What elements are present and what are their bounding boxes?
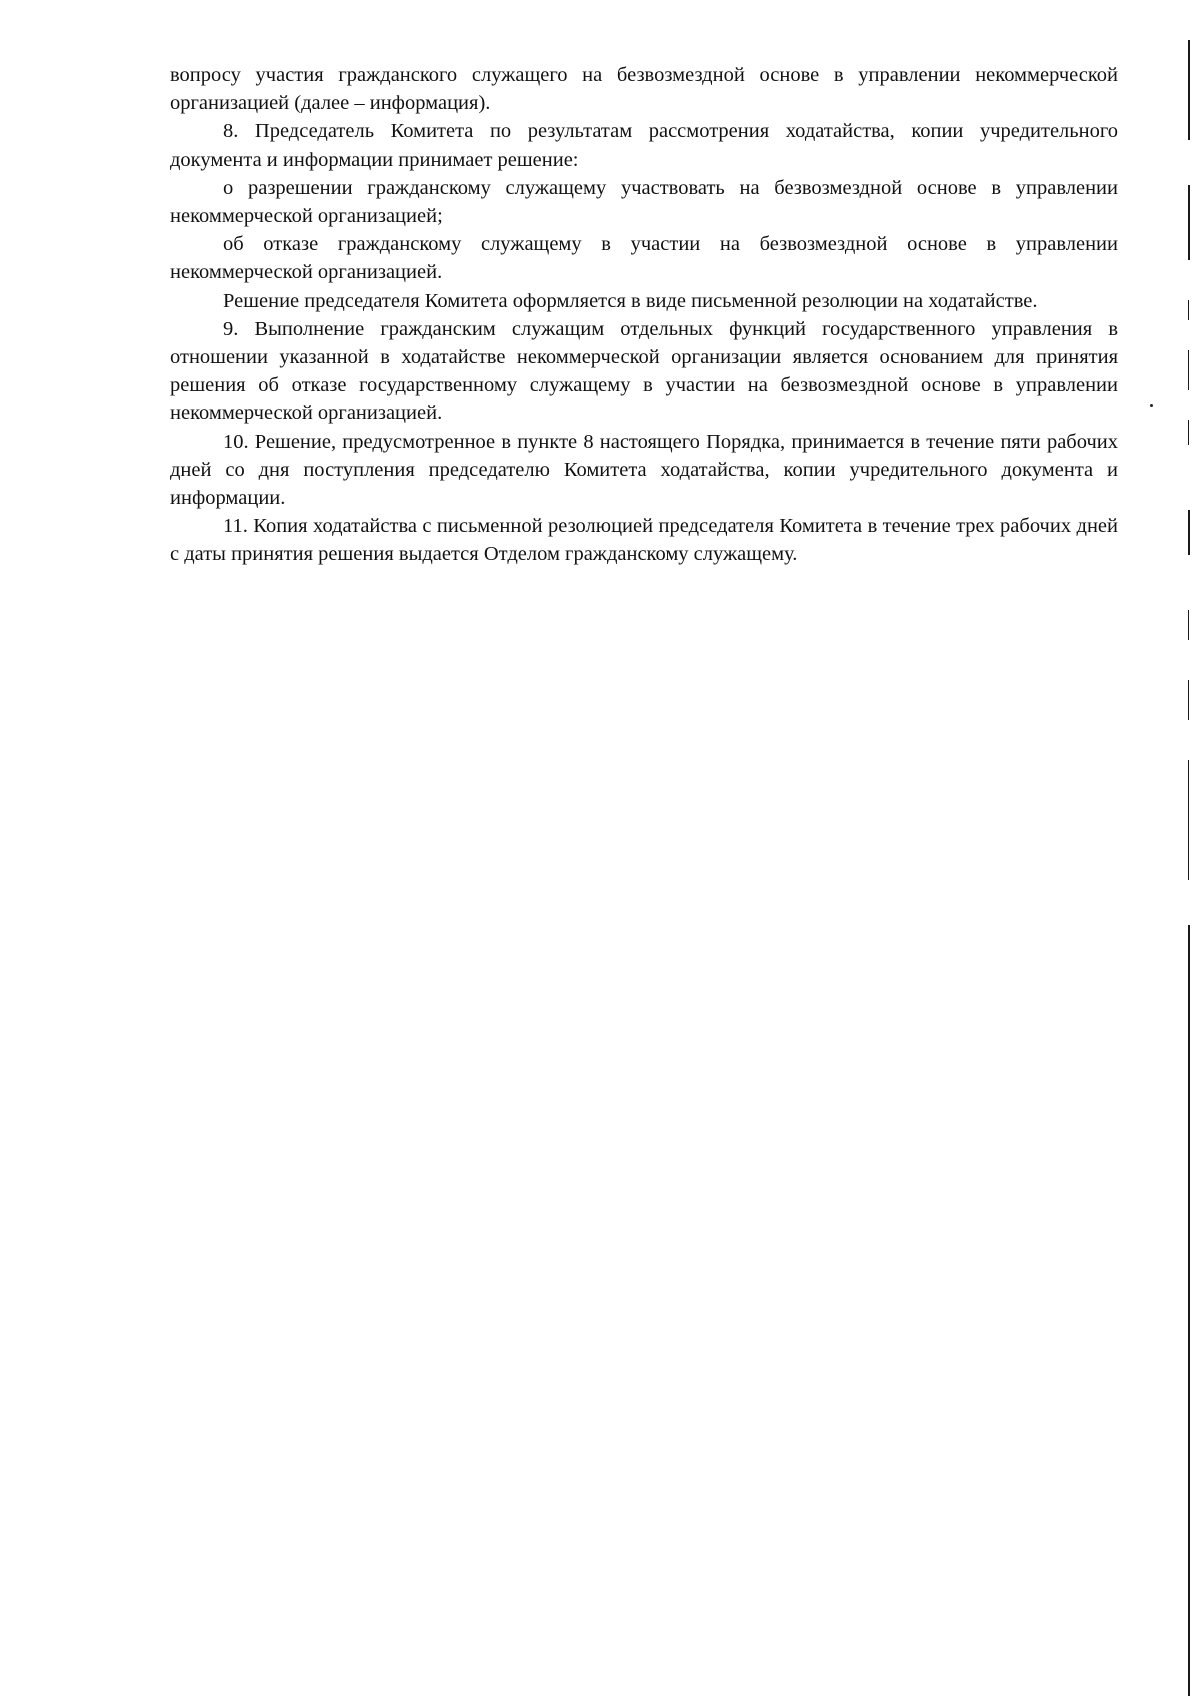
document-body: [170, 61, 1118, 569]
paragraph-permission-option: о разрешении гражданскому служащему участвовать на безвозмездной основе в управлении некоммерческой организацией;: [170, 176, 1118, 228]
paragraph-refusal-option: об отказе гражданскому служащему в участии на безвозмездной основе в управлении некоммерческой организацией.: [170, 233, 1118, 284]
scan-edge-line: [1188, 300, 1189, 320]
scan-edge-marks: [1188, 0, 1192, 1696]
scan-edge-line: [1188, 925, 1190, 1696]
paragraph-item-9: 9. Выполнение гражданским служащим отдельных функций государственного управления в отношении указанной в ходатайстве некоммерческой организации является основанием для принятия решения об отказе государственному служащему в участии на безвозмездной основе в управлении некоммерческой организацией.: [170, 317, 1118, 425]
scan-edge-line: [1188, 350, 1189, 390]
scan-edge-line: [1188, 420, 1189, 445]
scan-edge-line: [1188, 760, 1189, 880]
scan-speck: [1150, 404, 1153, 407]
paragraph-item-11: 11. Копия ходатайства с письменной резолюцией председателя Комитета в течение трех рабочих дней с даты принятия решения выдается Отделом гражданскому служащему.: [170, 515, 1118, 566]
paragraph-continuation: вопросу участия гражданского служащего на безвозмездной основе в управлении некоммерческой организацией (далее – информация).: [170, 64, 1118, 115]
scan-edge-line: [1188, 680, 1189, 720]
paragraph-item-8: 8. Председатель Комитета по результатам рассмотрения ходатайства, копии учредительного документа и информации принимает решение:: [170, 120, 1118, 171]
scan-edge-line: [1188, 40, 1190, 140]
paragraph-item-10: 10. Решение, предусмотренное в пункте 8 настоящего Порядка, принимается в течение пяти рабочих дней со дня поступления председателю Комитета ходатайства, копии учредительного документа и информации.: [170, 430, 1118, 510]
scan-edge-line: [1188, 510, 1190, 555]
scan-edge-line: [1188, 610, 1189, 640]
paragraph-resolution-form: Решение председателя Комитета оформляется в виде письменной резолюции на ходатайстве.: [223, 289, 1038, 312]
scan-edge-line: [1188, 185, 1190, 260]
